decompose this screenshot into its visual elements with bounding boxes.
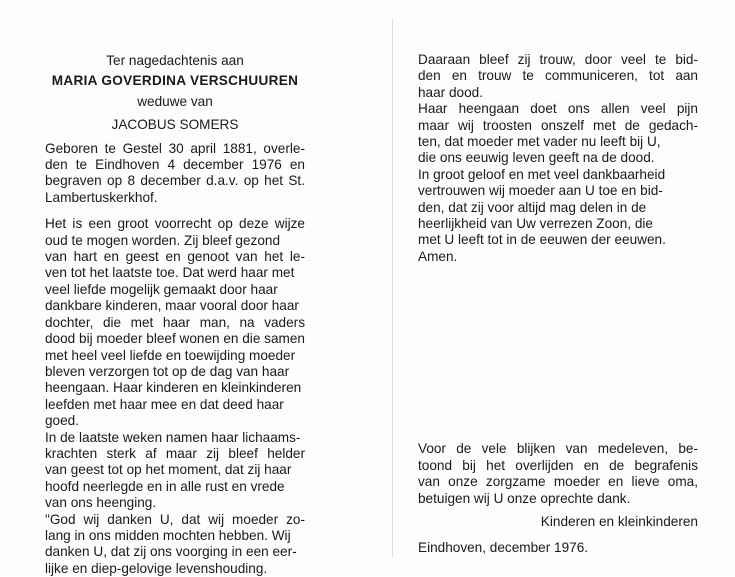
text-line: met U leeft tot in de eeuwen der eeuwen.	[418, 232, 666, 248]
text-line: vertrouwen wij moeder aan U toe en bid-	[418, 183, 663, 199]
text-line: Voor de vele blijken van medeleven, be-	[418, 441, 698, 457]
widow-of-label: weduwe van	[137, 93, 213, 109]
deceased-name: MARIA GOVERDINA VERSCHUUREN	[51, 73, 299, 89]
text-line: den te Eindhoven 4 december 1976 en	[45, 157, 305, 173]
left-column	[45, 44, 305, 577]
text-line: begraven op 8 december d.a.v. op het St.	[45, 173, 305, 189]
life-paragraph	[45, 216, 305, 429]
text-line: leefden met haar mee en dat deed haar	[45, 396, 284, 412]
right-column	[418, 44, 698, 557]
last-weeks-paragraph	[45, 430, 305, 577]
text-line: Geboren te Gestel 30 april 1881, overle-	[45, 140, 305, 156]
text-line: met heel veel liefde en toewijding moeder	[45, 347, 296, 363]
text-line: bleven verzorgen tot op de dag van haar	[45, 363, 290, 379]
text-line: betuigen wij U onze oprechte dank.	[418, 490, 631, 506]
text-line: "God wij danken U, dat wij moeder zo-	[45, 511, 305, 527]
text-line: Haar heengaan doet ons allen veel pijn	[418, 101, 698, 117]
text-line: Het is een groot voorrecht op deze wijze	[45, 216, 305, 232]
text-line: van onze zorgzame moeder en lieve oma,	[418, 474, 698, 490]
text-line: ten, dat moeder met vader nu leeft bij U,	[418, 134, 661, 150]
place-date: Eindhoven, december 1976.	[418, 540, 589, 556]
text-line: den, dat zij voor altijd mag delen in de	[418, 199, 647, 215]
text-line: heengaan. Haar kinderen en kleinkinderen	[45, 380, 302, 396]
text-line: haar dood.	[418, 84, 484, 100]
text-line: krachten sterk af maar zij bleef helder	[45, 445, 305, 461]
text-line: veel liefde mogelijk gemaakt door haar	[45, 281, 278, 297]
text-line: den en trouw te communiceren, tot aan	[418, 68, 698, 84]
text-line: van ons heenging.	[45, 495, 157, 511]
text-line: goed.	[45, 413, 80, 429]
in-memory-heading: Ter nagedachtenis aan	[106, 53, 244, 68]
text-line: toond bij het overlijden en de begrafenis	[418, 457, 698, 473]
text-line: van hart en geest en genoot van het le-	[45, 249, 305, 265]
text-line: hoofd neerlegde en in alle rust en vrede	[45, 478, 285, 494]
text-line: dochter, die met haar man, na vaders	[45, 314, 305, 330]
text-line: van geest tot op het moment, dat zij haar	[45, 462, 292, 478]
text-line: Lambertuskerkhof.	[45, 189, 158, 205]
text-line: oud te mogen worden. Zij bleef gezond	[45, 232, 281, 248]
text-line: Daaraan bleef zij trouw, door veel te bid-	[418, 52, 698, 67]
text-line: maar wij troosten onszelf met de gedach-	[418, 117, 698, 133]
signature: Kinderen en kleinkinderen	[540, 513, 698, 529]
text-line: In de laatste weken namen haar lichaams-	[45, 429, 301, 445]
thanks-paragraph	[418, 441, 698, 507]
text-line: In groot geloof en met veel dankbaarheid	[418, 166, 666, 182]
text-line: lijke en diep-gelovige levenshouding.	[45, 560, 268, 576]
text-line: ven tot het laatste toe. Dat werd haar met	[45, 265, 295, 281]
prayer-paragraph	[418, 52, 698, 265]
text-line: heerlijkheid van Uw verrezen Zoon, die	[418, 216, 653, 232]
text-line: Amen.	[418, 248, 458, 264]
text-line: die ons eeuwig leven geeft na de dood.	[418, 150, 655, 166]
birth-death-paragraph	[45, 141, 305, 207]
text-line: dankbare kinderen, maar vooral door haar	[45, 298, 299, 314]
fold-line	[392, 18, 393, 558]
husband-name: JACOBUS SOMERS	[111, 117, 239, 133]
text-line: lang in ons midden mochten hebben. Wij	[45, 527, 291, 543]
text-line: dood bij moeder bleef wonen en die samen	[45, 331, 305, 347]
text-line: danken U, dat zij ons voorging in een eer-	[45, 544, 297, 560]
